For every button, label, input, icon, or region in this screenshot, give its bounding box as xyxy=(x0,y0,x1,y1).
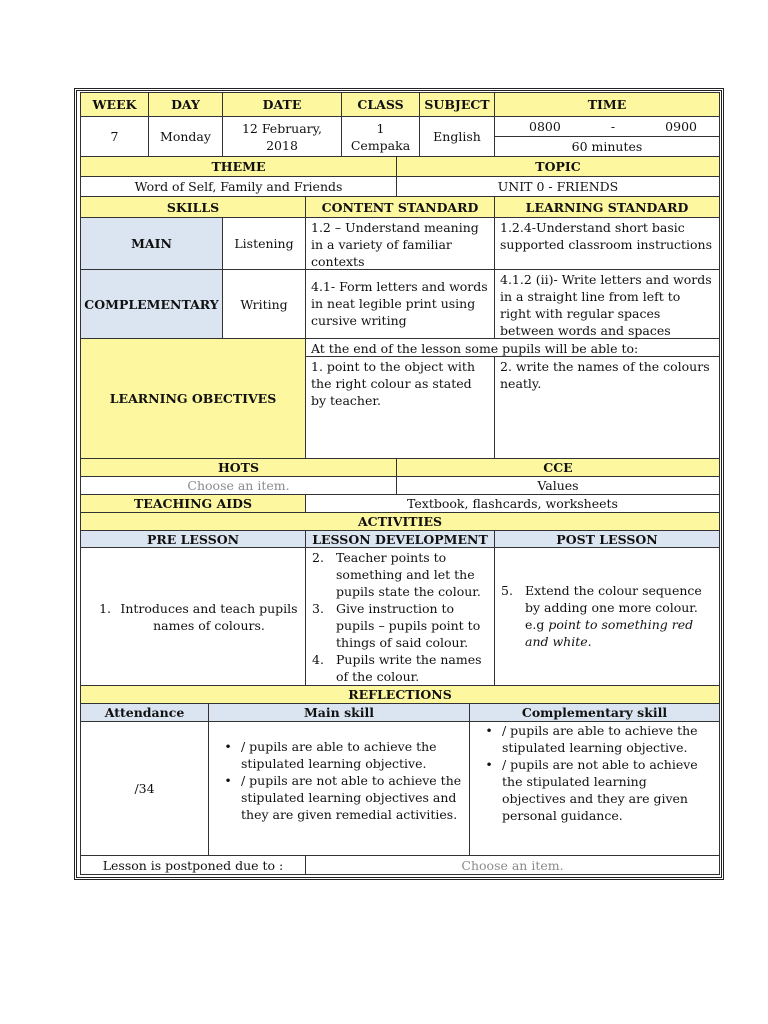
duration-value: 60 minutes xyxy=(494,136,720,157)
pre-lesson-cell xyxy=(80,547,306,686)
reflections-header: REFLECTIONS xyxy=(80,685,720,704)
time-start: 0800 xyxy=(529,119,561,134)
topic-value: UNIT 0 - FRIENDS xyxy=(396,176,720,197)
post-lesson-number: 5. xyxy=(501,583,513,598)
date-header: DATE xyxy=(222,92,342,117)
time-range xyxy=(494,116,720,137)
objective-1: 1. point to the object with the right colour as stated by teacher. xyxy=(305,356,495,459)
reflection-text: / pupils are able to achieve the stipulated learning objective. xyxy=(241,739,437,771)
week-value: 7 xyxy=(80,116,149,157)
dev-item xyxy=(312,600,490,651)
week-header: WEEK xyxy=(80,92,149,117)
dev-number: 2. xyxy=(312,550,324,565)
main-content-standard: 1.2 – Understand meaning in a variety of familiar contexts xyxy=(305,217,495,270)
complementary-skill-label: COMPLEMENTARY xyxy=(80,269,223,339)
main-skill-value: Listening xyxy=(222,217,306,270)
pre-lesson-item xyxy=(87,600,299,634)
cce-value: Values xyxy=(396,476,720,495)
objective-2: 2. write the names of the colours neatly. xyxy=(494,356,720,459)
post-lesson-text: Extend the colour sequence by adding one more colour. xyxy=(525,583,702,615)
date-value: 12 February, 2018 xyxy=(222,116,342,157)
complementary-content-standard: 4.1- Form letters and words in neat legible print using cursive writing xyxy=(305,269,495,339)
bullet: • xyxy=(485,723,493,738)
post-lesson-cell xyxy=(494,547,720,686)
pre-lesson-header: PRE LESSON xyxy=(80,530,306,548)
reflection-text: / pupils are able to achieve the stipulated learning objective. xyxy=(502,723,698,755)
teaching-aids-value: Textbook, flashcards, worksheets xyxy=(305,494,720,513)
dev-text: Pupils write the names of the colour. xyxy=(336,652,482,684)
bullet: • xyxy=(485,757,493,772)
main-skill-header: Main skill xyxy=(208,703,470,722)
complementary-learning-standard: 4.1.2 (ii)- Write letters and words in a straight line from left to right with regular spaces between words and spaces xyxy=(494,269,720,339)
hots-header: HOTS xyxy=(80,458,397,477)
bullet: • xyxy=(224,773,232,788)
theme-value: Word of Self, Family and Friends xyxy=(80,176,397,197)
teaching-aids-label: TEACHING AIDS xyxy=(80,494,306,513)
objectives-intro: At the end of the lesson some pupils will be able to: xyxy=(305,338,720,357)
bullet: • xyxy=(224,739,232,754)
day-header: DAY xyxy=(148,92,223,117)
dev-number: 3. xyxy=(312,601,324,616)
subject-header: SUBJECT xyxy=(419,92,495,117)
cce-header: CCE xyxy=(396,458,720,477)
reflection-item xyxy=(215,772,463,823)
main-skill-label: MAIN xyxy=(80,217,223,270)
subject-value: English xyxy=(419,116,495,157)
post-lesson-item xyxy=(501,582,713,650)
time-end: 0900 xyxy=(665,119,697,134)
complementary-skill-header: Complementary skill xyxy=(469,703,720,722)
complementary-skill-value: Writing xyxy=(222,269,306,339)
dev-item xyxy=(312,651,490,685)
topic-header: TOPIC xyxy=(396,156,720,177)
hots-dropdown[interactable]: Choose an item. xyxy=(80,476,397,495)
postponed-dropdown[interactable]: Choose an item. xyxy=(305,855,720,875)
learning-objectives-label: LEARNING OBECTIVES xyxy=(80,338,306,459)
postponed-label: Lesson is postponed due to : xyxy=(80,855,306,875)
time-header: TIME xyxy=(494,92,720,117)
post-lesson-example: point to something red and white. xyxy=(525,617,694,649)
theme-header: THEME xyxy=(80,156,397,177)
main-learning-standard: 1.2.4-Understand short basic supported classroom instructions xyxy=(494,217,720,270)
dev-text: Teacher points to something and let the pupils state the colour. xyxy=(336,550,481,599)
reflection-item xyxy=(476,756,713,824)
reflection-text: / pupils are not able to achieve the stipulated learning objectives and they are given remedial activities. xyxy=(241,773,462,822)
time-separator: - xyxy=(610,119,616,134)
post-lesson-example-prefix: e.g xyxy=(525,617,549,632)
skills-header: SKILLS xyxy=(80,196,306,218)
learning-standard-header: LEARNING STANDARD xyxy=(494,196,720,218)
reflection-item xyxy=(476,722,713,756)
dev-text: Give instruction to pupils – pupils point to things of said colour. xyxy=(336,601,481,650)
attendance-header: Attendance xyxy=(80,703,209,722)
post-lesson-header: POST LESSON xyxy=(494,530,720,548)
complementary-skill-reflection xyxy=(469,721,720,856)
attendance-value: /34 xyxy=(80,721,209,856)
class-value: 1 Cempaka xyxy=(341,116,420,157)
reflection-item xyxy=(215,738,463,772)
day-value: Monday xyxy=(148,116,223,157)
lesson-development-header: LESSON DEVELOPMENT xyxy=(305,530,495,548)
reflection-text: / pupils are not able to achieve the stipulated learning objectives and they are given personal guidance. xyxy=(502,757,698,823)
pre-lesson-number: 1. xyxy=(99,600,111,616)
content-standard-header: CONTENT STANDARD xyxy=(305,196,495,218)
class-header: CLASS xyxy=(341,92,420,117)
lesson-development-cell xyxy=(305,547,495,686)
activities-header: ACTIVITIES xyxy=(80,512,720,531)
dev-item xyxy=(312,549,490,600)
main-skill-reflection xyxy=(208,721,470,856)
dev-number: 4. xyxy=(312,652,324,667)
pre-lesson-text: Introduces and teach pupils names of colours. xyxy=(120,600,298,633)
